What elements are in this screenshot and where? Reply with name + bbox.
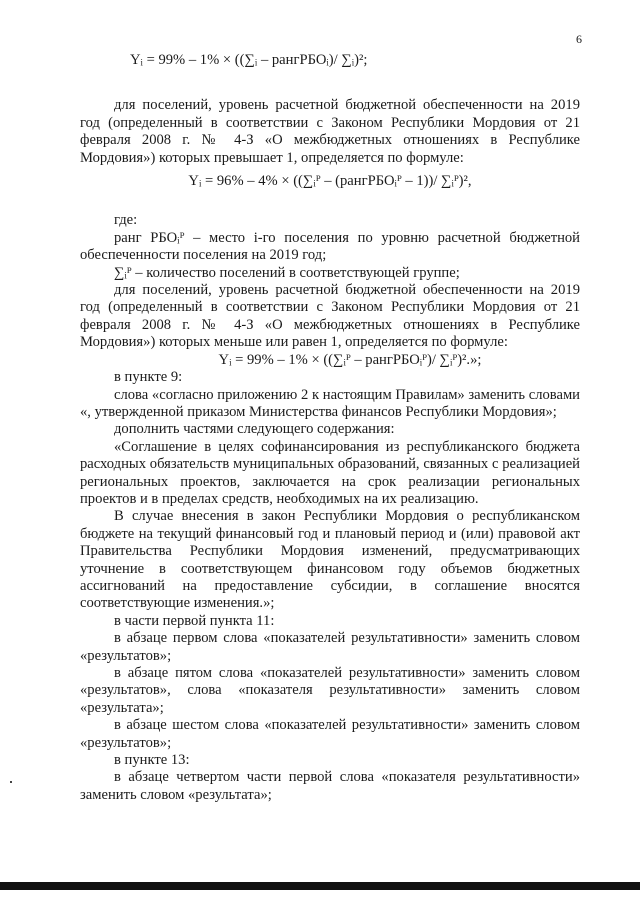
paragraph-abzac-4: в абзаце четвертом части первой слова «показателя результативности» заменить словом «результата»; [80, 769, 580, 803]
document-body [80, 52, 580, 804]
paragraph-replace-words: слова «согласно приложению 2 к настоящим Правилам» заменить словами «, утвержденной приказом Министерства финансов Республики Мордовия»; [80, 386, 580, 420]
formula-3: Yᵢ = 99% – 1% × ((∑ᵢᴾ – рангРБОᵢᴾ)/ ∑ᵢᴾ)².»; [218, 351, 482, 368]
item-11-heading: в части первой пункта 11: [114, 612, 275, 629]
paragraph-abzac-5: в абзаце пятом слова «показателей результативности» заменить словом «результатов», слова «показателя результативности» заменить словом «результата»; [80, 665, 580, 716]
formula-1: Yᵢ = 99% – 1% × ((∑ᵢ – рангРБОᵢ)/ ∑ᵢ)²; [130, 52, 368, 68]
scan-bottom-edge [0, 882, 640, 890]
item-13-heading: в пункте 13: [114, 752, 190, 769]
definition-rank: ранг РБОᵢᴾ – место i-го поселения по уровню расчетной бюджетной обеспеченности поселения на 2019 год; [80, 229, 580, 264]
where-label: где: [114, 212, 138, 229]
paragraph-settlements-below-1: для поселений, уровень расчетной бюджетной обеспеченности на 2019 год (определенный в соответствии с Законом Республики Мордовия от 21 февраля 2008 г. № 4-З «О межбюджетных отношениях в Республике Мордовия») которых меньше или равен 1, определяется по формуле: [80, 282, 580, 351]
page-number: 6 [576, 32, 582, 46]
paragraph-budget-changes: В случае внесения в закон Республики Мордовия о республиканском бюджете на текущий финансовый год и плановый период и (или) правовой акт Правительства Республики Мордовия изменений, предусматривающих уточнение в соответствующем финансовом году объемов бюджетных ассигнований на предоставление субсидии, в соглашение вносятся соответствующие изменения.»; [80, 508, 580, 612]
formula-2: Yᵢ = 96% – 4% × ((∑ᵢᴾ – (рангРБОᵢᴾ – 1))/ ∑ᵢᴾ)², [188, 173, 472, 190]
paragraph-abzac-6: в абзаце шестом слова «показателей результативности» заменить словом «результатов»; [80, 717, 580, 751]
paragraph-settlements-above-1: для поселений, уровень расчетной бюджетной обеспеченности на 2019 год (определенный в соответствии с Законом Республики Мордовия от 21 февраля 2008 г. № 4-З «О межбюджетных отношениях в Республике Мордовия») которых превышает 1, определяется по формуле: [80, 97, 580, 166]
paragraph-abzac-1: в абзаце первом слова «показателей результативности» заменить словом «результатов»; [80, 630, 580, 664]
definition-count: ∑ᵢᴾ – количество поселений в соответствующей группе; [114, 264, 460, 281]
paragraph-supplement: дополнить частями следующего содержания: [114, 421, 395, 438]
paragraph-agreement: «Соглашение в целях софинансирования из республиканского бюджета расходных обязательств муниципальных образований, связанных с реализацией региональных проектов, заключается на срок реализации региональных проектов и в пределах средств, необходимых на их реализацию. [80, 438, 580, 507]
scan-artifact [10, 781, 12, 783]
item-9-heading: в пункте 9: [114, 369, 183, 386]
